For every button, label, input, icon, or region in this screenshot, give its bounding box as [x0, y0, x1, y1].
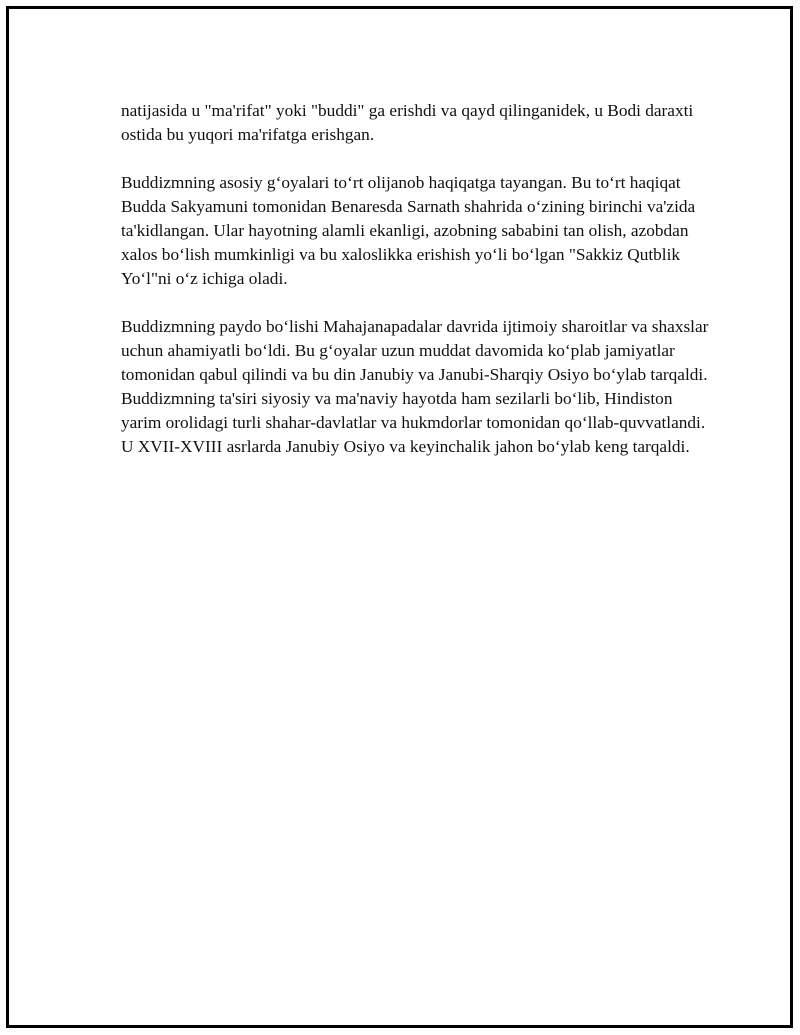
paragraph-1: natijasida u "ma'rifat" yoki "buddi" ga erishdi va qayd qilinganidek, u Bodi daraxti ostida bu yuqori ma'rifatga erishgan. — [121, 101, 694, 144]
page-frame — [6, 6, 793, 1028]
document-body — [121, 99, 711, 483]
paragraph-3: Buddizmning paydo bo‘lishi Mahajanapadalar davrida ijtimoiy sharoitlar va shaxslar uchun ahamiyatli bo‘ldi. Bu g‘oyalar uzun muddat davomida ko‘plab jamiyatlar tomonidan qabul qilindi va bu din Janubiy va Janubi-Sharqiy Osiyo bo‘ylab tarqaldi. Buddizmning ta'siri siyosiy va ma'naviy hayotda ham sezilarli bo‘lib, Hindiston yarim orolidagi turli shahar-davlatlar va hukmdorlar tomonidan qo‘llab-quvvatlandi. U XVII-XVIII asrlarda Janubiy Osiyo va keyinchalik jahon bo‘ylab keng tarqaldi. — [121, 317, 709, 456]
paragraph-2: Buddizmning asosiy g‘oyalari to‘rt olijanob haqiqatga tayangan. Bu to‘rt haqiqat Budda Sakyamuni tomonidan Benaresda Sarnath shahrida o‘zining birinchi va'zida ta'kidlangan. Ular hayotning alamli ekanligi, azobning sababini tan olish, azobdan xalos bo‘lish mumkinligi va bu xaloslikka erishish yo‘li bo‘lgan "Sakkiz Qutblik Yo‘l"ni o‘z ichiga oladi. — [121, 173, 696, 288]
